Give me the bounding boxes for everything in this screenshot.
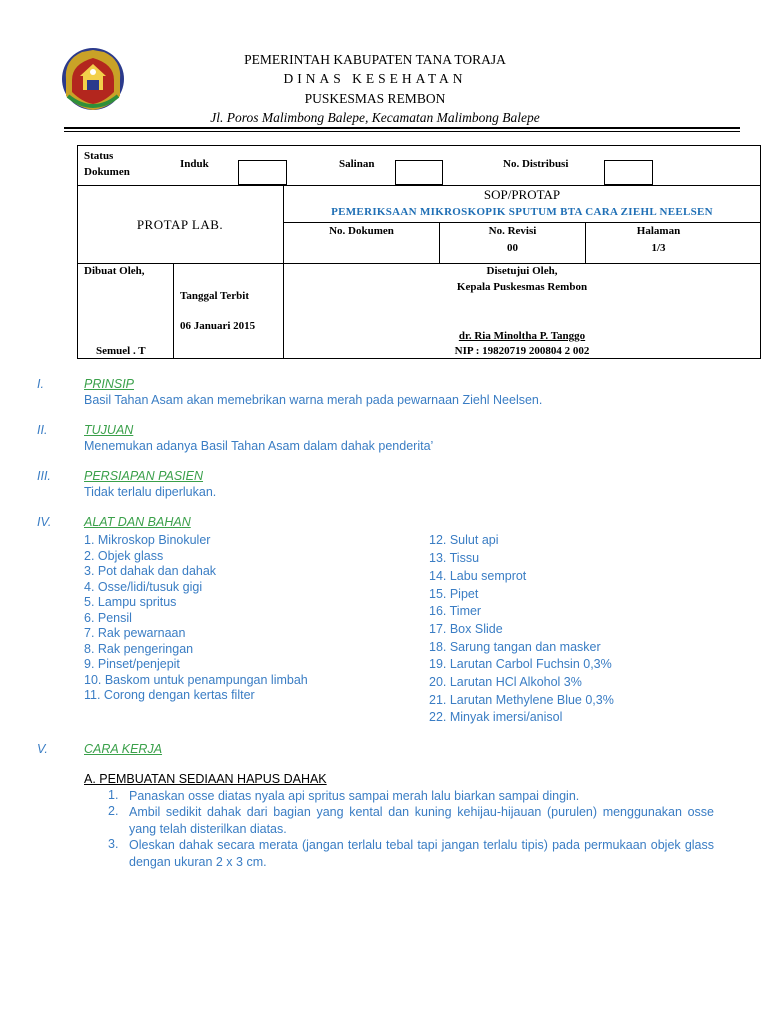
- list-item: 4. Osse/lidi/tusuk gigi: [84, 579, 203, 594]
- halaman-label: Halaman: [636, 225, 681, 237]
- header-government-name: PEMERINTAH KABUPATEN TANA TORAJA: [244, 52, 506, 67]
- list-item: 19. Larutan Carbol Fuchsin 0,3%: [429, 657, 612, 671]
- list-item: 15. Pipet: [429, 586, 479, 601]
- step-text: Ambil sedikit dahak dari bagian yang kental dan kuning kehijau-hijauan (purulen) menggunakan osse yang telah disterilkan diatas.: [129, 805, 714, 836]
- list-item: 10. Baskom untuk penampungan limbah: [84, 672, 308, 687]
- subsection-a-title: A. PEMBUATAN SEDIAAN HAPUS DAHAK: [84, 772, 327, 786]
- induk-checkbox[interactable]: [238, 160, 287, 185]
- section-4-title: ALAT DAN BAHAN: [84, 515, 191, 529]
- list-item: 12. Sulut api: [429, 533, 499, 547]
- no-distribusi-label: No. Distribusi: [503, 158, 569, 170]
- list-item: 16. Timer: [429, 604, 482, 618]
- list-item: 2. Objek glass: [84, 548, 164, 563]
- status-dokumen-label-1: Status: [84, 150, 114, 162]
- section-1-text: Basil Tahan Asam akan memebrikan warna merah pada pewarnaan Ziehl Neelsen.: [84, 393, 543, 407]
- no-distribusi-checkbox[interactable]: [604, 160, 653, 185]
- no-revisi-value: 00: [507, 242, 518, 254]
- step-number: 3.: [108, 837, 119, 851]
- section-4-number: IV.: [37, 515, 52, 529]
- list-item: 1. Mikroskop Binokuler: [84, 533, 211, 547]
- list-item: 11. Corong dengan kertas filter: [84, 688, 255, 702]
- step-text: Oleskan dahak secara merata (jangan terlalu tebal tapi jangan terlalu tipis) pada permukaan objek glass dengan ukuran 2 x 3 cm.: [129, 838, 714, 869]
- section-2-number: II.: [37, 423, 48, 437]
- section-1-title: PRINSIP: [84, 377, 135, 391]
- tanggal-terbit-label: Tanggal Terbit: [180, 290, 249, 302]
- sop-protap-title: SOP/PROTAP: [483, 187, 561, 202]
- section-3-title: PERSIAPAN PASIEN: [84, 469, 204, 483]
- induk-label: Induk: [180, 158, 209, 170]
- list-item: 7. Rak pewarnaan: [84, 626, 186, 640]
- salinan-checkbox[interactable]: [395, 160, 443, 185]
- header-facility-name: PUSKESMAS REMBON: [304, 91, 446, 106]
- step-number: 1.: [108, 788, 119, 802]
- dibuat-oleh-label: Dibuat Oleh,: [84, 265, 145, 277]
- list-item: 22. Minyak imersi/anisol: [429, 710, 563, 724]
- list-item: 13. Tissu: [429, 551, 480, 565]
- step-text: Panaskan osse diatas nyala api spritus sampai merah lalu biarkan sampai dingin.: [129, 789, 580, 803]
- procedure-subject: PEMERIKSAAN MIKROSKOPIK SPUTUM BTA CARA ZIEHL NEELSEN: [331, 206, 713, 218]
- no-dokumen-label: No. Dokumen: [329, 225, 394, 237]
- approver-nip: NIP : 19820719 200804 2 002: [454, 345, 590, 357]
- kepala-puskesmas-label: Kepala Puskesmas Rembon: [456, 281, 588, 293]
- section-5-title: CARA KERJA: [84, 742, 163, 756]
- salinan-label: Salinan: [339, 158, 375, 170]
- section-2-text: Menemukan adanya Basil Tahan Asam dalam dahak penderita’: [84, 439, 434, 453]
- list-item: 6. Pensil: [84, 610, 132, 625]
- dibuat-oleh-name: Semuel . T: [96, 345, 146, 357]
- no-revisi-label: No. Revisi: [488, 225, 537, 237]
- approver-name: dr. Ria Minoltha P. Tanggo: [458, 330, 586, 342]
- protap-lab-title: PROTAP LAB.: [136, 217, 224, 232]
- list-item: 8. Rak pengeringan: [84, 641, 194, 656]
- section-3-text: Tidak terlalu diperlukan.: [84, 485, 217, 499]
- header-rule-thin: [64, 131, 740, 132]
- list-item: 14. Labu semprot: [429, 569, 527, 583]
- disetujui-oleh-label: Disetujui Oleh,: [486, 265, 558, 277]
- header-rule-thick: [64, 127, 740, 129]
- section-3-number: III.: [37, 469, 51, 483]
- list-item: 18. Sarung tangan dan masker: [429, 639, 601, 654]
- section-2-title: TUJUAN: [84, 423, 134, 437]
- section-5-number: V.: [37, 742, 48, 756]
- header-agency-name: DINAS KESEHATAN: [283, 71, 467, 86]
- list-item: 9. Pinset/penjepit: [84, 657, 180, 671]
- list-item: 20. Larutan HCl Alkohol 3%: [429, 675, 582, 689]
- list-item: 5. Lampu spritus: [84, 595, 177, 609]
- list-item: 3. Pot dahak dan dahak: [84, 564, 217, 578]
- tanggal-terbit-value: 06 Januari 2015: [180, 320, 256, 332]
- halaman-value: 1/3: [651, 242, 666, 254]
- header-address: Jl. Poros Malimbong Balepe, Kecamatan Malimbong Balepe: [210, 110, 540, 125]
- list-item: 17. Box Slide: [429, 622, 503, 636]
- status-dokumen-label-2: Dokumen: [84, 166, 130, 178]
- step-number: 2.: [108, 804, 119, 818]
- section-1-number: I.: [37, 377, 44, 391]
- list-item: 21. Larutan Methylene Blue 0,3%: [429, 692, 614, 707]
